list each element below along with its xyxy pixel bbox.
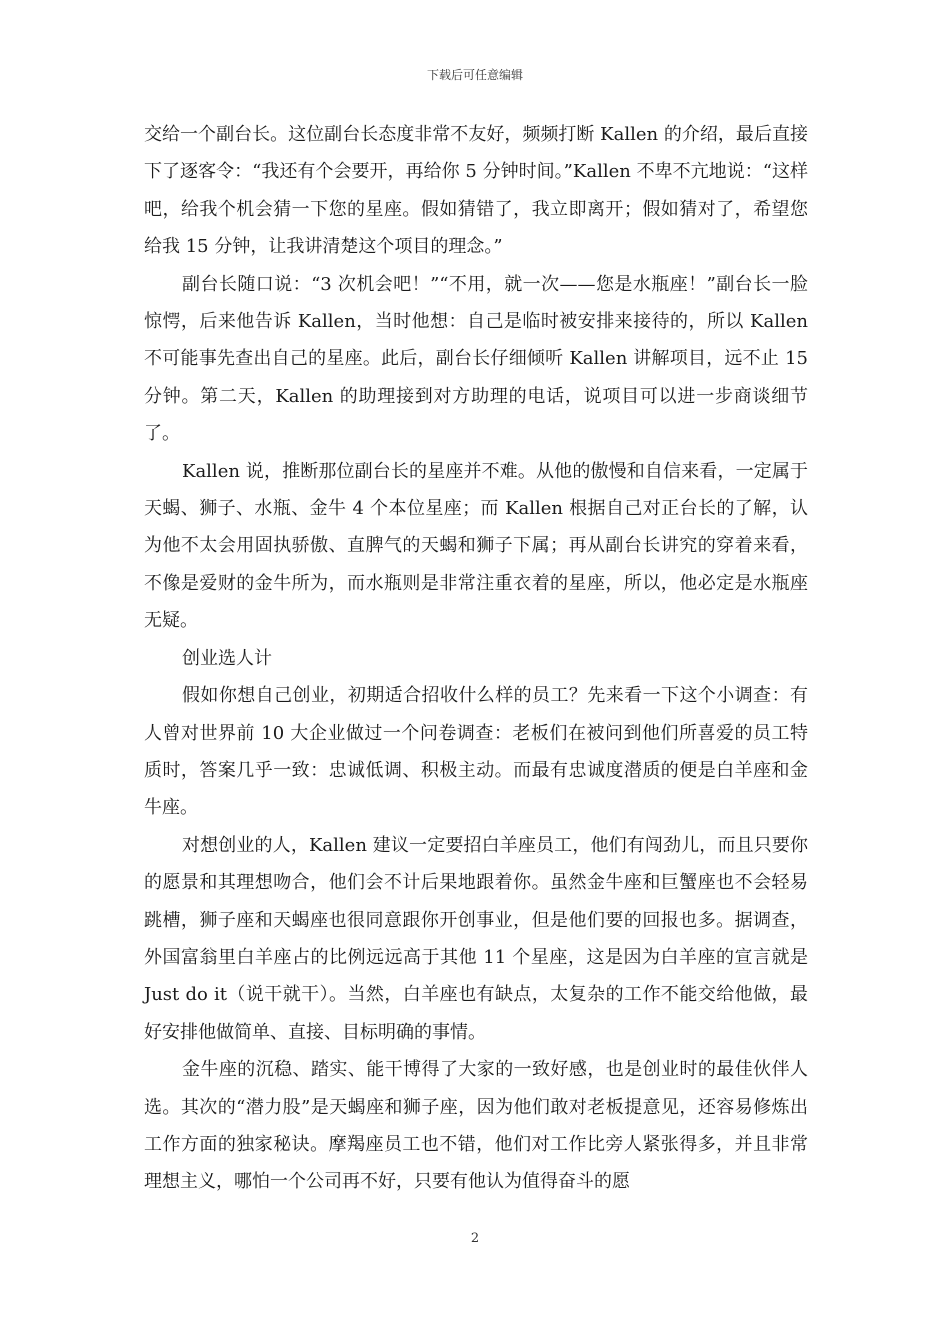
page-header-note: 下载后可任意编辑 (426, 68, 523, 82)
paragraph-continuation: 交给一个副台长。这位副台长态度非常不友好，频频打断 Kallen 的介绍，最后直接下了逐客令：“我还有个会要开，再给你 5 分钟时间。”Kallen 不卑不亢地说：“这样吧，给我个机会猜一下您的星座。假如猜错了，我立即离开；假如猜对了，希望您给我 15 分钟，让我讲清楚这个项目的理念。” (144, 124, 808, 258)
paragraph: 假如你想自己创业，初期适合招收什么样的员工？先来看一下这个小调查：有人曾对世界前 10 大企业做过一个问卷调查：老板们在被问到他们所喜爱的员工特质时，答案几乎一致：忠诚低调、积极主动。而最有忠诚度潜质的便是白羊座和金牛座。 (144, 685, 808, 819)
section-heading: 创业选人计 (182, 647, 272, 669)
document-body (144, 116, 808, 1201)
page-number: 2 (470, 1231, 480, 1246)
paragraph: 对想创业的人，Kallen 建议一定要招白羊座员工，他们有闯劲儿，而且只要你的愿景和其理想吻合，他们会不计后果地跟着你。虽然金牛座和巨蟹座也不会轻易跳槽，狮子座和天蝎座也很同意跟你开创事业，但是他们要的回报也多。据调查，外国富翁里白羊座占的比例远远高于其他 11 个星座，这是因为白羊座的宣言就是 Just do it（说干就干）。当然，白羊座也有缺点，太复杂的工作不能交给他做，最好安排他做简单、直接、目标明确的事情。 (144, 834, 808, 1043)
paragraph: Kallen 说，推断那位副台长的星座并不难。从他的傲慢和自信来看，一定属于天蝎、狮子、水瓶、金牛 4 个本位星座；而 Kallen 根据自己对正台长的了解，认为他不太会用固执骄傲、直脾气的天蝎和狮子下属；再从副台长讲究的穿着来看，不像是爱财的金牛所为，而水瓶则是非常注重衣着的星座，所以，他必定是水瓶座无疑。 (144, 460, 808, 632)
paragraph: 副台长随口说：“3 次机会吧！”“不用，就一次——您是水瓶座！”副台长一脸惊愕，后来他告诉 Kallen，当时他想：自己是临时被安排来接待的，所以 Kallen 不可能事先查出自己的星座。此后，副台长仔细倾听 Kallen 讲解项目，远不止 15 分钟。第二天，Kallen 的助理接到对方助理的电话，说项目可以进一步商谈细节了。 (144, 273, 808, 445)
paragraph: 金牛座的沉稳、踏实、能干博得了大家的一致好感，也是创业时的最佳伙伴人选。其次的“潜力股”是天蝎座和狮子座，因为他们敢对老板提意见，还容易修炼出工作方面的独家秘诀。摩羯座员工也不错，他们对工作比旁人紧张得多，并且非常理想主义，哪怕一个公司再不好，只要有他认为值得奋斗的愿 (144, 1059, 808, 1193)
